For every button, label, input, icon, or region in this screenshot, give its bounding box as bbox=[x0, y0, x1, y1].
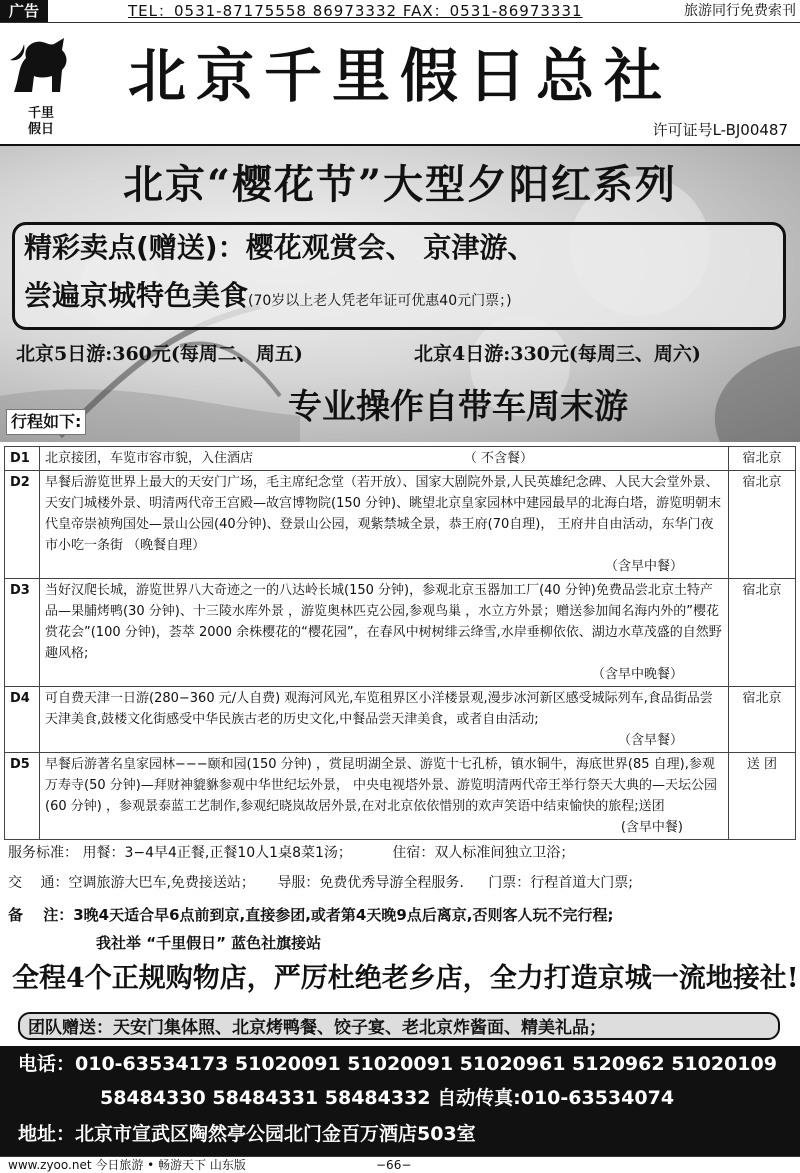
agency-name: 北京千里假日总社 bbox=[127, 42, 672, 110]
phone-numbers-2[interactable]: 58484330 58484331 58484332 自动传真:010-63534074 bbox=[100, 1087, 675, 1109]
day-detail bbox=[40, 753, 729, 840]
day-text: 北京接团，车览市容市貌，入住酒店 bbox=[45, 451, 254, 466]
day-text: 早餐后游著名皇家园林−−−颐和园(150 分钟) ，赏昆明湖全景、游览十七孔桥，镇水铜牛，海底世界(85 自理),参观万寿寺(50 分钟)—拜财神貔貅参观中华世纪坛外景， 中央电视塔外景、游览明清两代帝王举行祭天大典的—天坛公园(60 分钟) ，参观景泰蓝工艺制作,参观纪晓岚故居外景,在对北京依依惜别的欢声笑语中结束愉快的旅程;送团 bbox=[45, 757, 717, 814]
shopping-promise: 全程4个正规购物店，严厉杜绝老乡店，全力打造京城一流地接社! bbox=[12, 963, 799, 994]
lodging-info: 宿北京 bbox=[729, 471, 796, 579]
lodging-info: 宿北京 bbox=[729, 447, 796, 471]
group-gifts: 团队赠送：天安门集体照、北京烤鸭餐、饺子宴、老北京炸酱面、精美礼品； bbox=[18, 1012, 780, 1040]
price-4-day: 北京4日游:330元(每周三、周六) bbox=[414, 343, 701, 365]
agency-address: 地址：北京市宣武区陶然亭公园北门金百万酒店503室 bbox=[18, 1123, 476, 1145]
phone-numbers-1[interactable]: 电话：010-63534173 51020091 51020091 51020961 5120962 51020109 bbox=[18, 1053, 777, 1075]
itinerary-row-d3 bbox=[5, 579, 796, 687]
ticket-standard: 门票：行程首道大门票; bbox=[488, 875, 633, 891]
price-5-day: 北京5日游:360元(每周二、周五) bbox=[16, 343, 303, 365]
meal-info: （含早中餐） bbox=[604, 559, 683, 574]
remarks: 备 注：3晚4天适合早6点前到京,直接参团,或者第4天晚9点后离京,否则客人玩不完行程; bbox=[8, 906, 614, 924]
day-label: D5 bbox=[5, 753, 40, 840]
transport-standard: 交 通：空调旅游大巴车,免费接送站； bbox=[8, 875, 255, 891]
itinerary-label: 行程如下: bbox=[6, 409, 86, 435]
highlight-line-1: 精彩卖点(赠送)：樱花观赏会、 京津游、 bbox=[24, 231, 536, 264]
magazine-footer[interactable]: www.zyoo.net 今日旅游 • 畅游天下 山东版 bbox=[8, 1158, 246, 1172]
page-footer bbox=[0, 1156, 800, 1173]
pickup-flag-note: 我社举 “千里假日” 蓝色社旗接站 bbox=[96, 934, 322, 952]
day-detail bbox=[40, 579, 729, 687]
itinerary-row-d5 bbox=[5, 753, 796, 840]
itinerary-row-d4 bbox=[5, 687, 796, 753]
lodging-info: 宿北京 bbox=[729, 687, 796, 753]
day-text: 早餐后游览世界上最大的天安门广场，毛主席纪念堂（若开放）、国家大剧院外景,人民英雄纪念碑、人民大会堂外景、 天安门城楼外景、明清两代帝王宫殿—故宫博物院(150 分钟)、眺望北京皇家园林中建园最早的北海白塔，游览明朝末代皇帝崇祯殉国处—景山公园(40分钟)、登景山公园，观紫禁城全景，恭王府(70自理)， 王府井自由活动，东华门夜市小吃一条街 （晚餐自理） bbox=[45, 475, 722, 553]
day-text: 可自费天津一日游(280−360 元/人自费) 观海河风光,车览租界区小洋楼景观,漫步冰河新区感受城际列车,食品街品尝天津美食,鼓楼文化街感受中华民族古老的历史文化,中餐品尝天津美食，或者自由活动; bbox=[45, 691, 713, 727]
weekend-tour-slogan: 专业操作自带车周末游 bbox=[288, 387, 628, 427]
itinerary-row-d1 bbox=[5, 447, 796, 471]
contact-block bbox=[0, 1046, 800, 1156]
day-label: D2 bbox=[5, 471, 40, 579]
logo-text-line1: 千里 bbox=[27, 106, 54, 121]
ad-tag: 广告 bbox=[0, 0, 48, 22]
license-number: 许可证号L-BJ00487 bbox=[652, 121, 788, 139]
itinerary-row-d2 bbox=[5, 471, 796, 579]
free-index-note: 旅游同行免费索刊 bbox=[684, 3, 796, 19]
day-detail bbox=[40, 447, 729, 471]
meal-info: （含早餐） bbox=[617, 733, 683, 748]
lodging-info: 送 团 bbox=[729, 753, 796, 840]
publisher-contact[interactable]: TEL：0531-87175558 86973332 FAX：0531-86973331 bbox=[128, 2, 583, 20]
itinerary-table bbox=[4, 446, 796, 840]
day-detail bbox=[40, 471, 729, 579]
meal-info: （含早中晚餐） bbox=[591, 667, 683, 682]
senior-discount-note: (70岁以上老人凭老年证可优惠40元门票；) bbox=[248, 293, 512, 309]
meal-standard: 服务标准： 用餐：3−4早4正餐,正餐10人1桌8菜1汤； bbox=[8, 845, 352, 861]
logo-text-line2: 假日 bbox=[27, 122, 54, 137]
day-detail bbox=[40, 687, 729, 753]
guide-standard: 导服：免费优秀导游全程服务. bbox=[277, 875, 464, 891]
day-text: 当好汉爬长城，游览世界八大奇迹之一的八达岭长城(150 分钟)，参观北京玉器加工厂(40 分钟)免费品尝北京土特产品—果脯烤鸭(30 分钟)、十三陵水库外景 ，游览奥林匹克公园,参观鸟巢 ，水立方外景；赠送参加闻名海内外的”樱花赏花会”(100 分钟)，荟萃 2000 余株樱花的“樱花园”，在春风中树树绯云绛雪,水岸垂柳依依、湖边水草茂盛的自然野趣风格; bbox=[45, 583, 722, 661]
lodging-standard: 住宿：双人标准间独立卫浴； bbox=[392, 845, 575, 861]
meal-info: (含早中餐) bbox=[620, 820, 683, 835]
day-label: D3 bbox=[5, 579, 40, 687]
highlight-line-2: 尝遍京城特色美食 bbox=[24, 279, 249, 312]
lodging-info: 宿北京 bbox=[729, 579, 796, 687]
page-number: −66− bbox=[376, 1158, 412, 1172]
meal-info: （ 不含餐） bbox=[463, 451, 533, 466]
day-label: D1 bbox=[5, 447, 40, 471]
day-label: D4 bbox=[5, 687, 40, 753]
banner-title: 北京“樱花节”大型夕阳红系列 bbox=[122, 161, 677, 208]
